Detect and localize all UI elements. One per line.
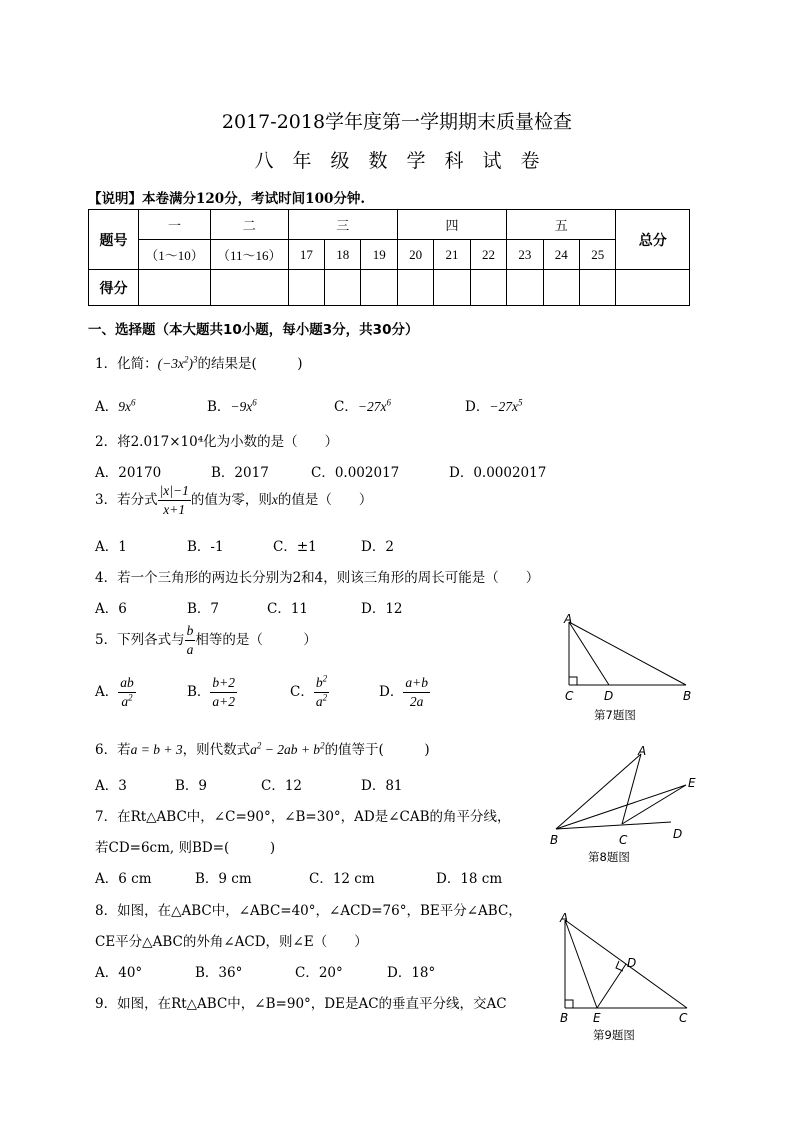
score-cell[interactable]	[288, 270, 324, 306]
q5-option-b[interactable]: B． $\frac{b+2}{a+2}$	[187, 675, 236, 709]
q3-stem: 3．若分式 $\frac{|x|-1}{x+1}$ 的值为零，则x的值是（ ）	[95, 483, 373, 517]
row-label-score: 得分	[89, 270, 139, 306]
sub-25: 25	[580, 240, 616, 270]
fig7-label-c: C	[565, 689, 574, 703]
fig7-caption: 第7题图	[594, 708, 636, 722]
score-table	[88, 209, 690, 306]
group-2: 二	[210, 210, 288, 240]
q2-option-b[interactable]: B．2017	[211, 465, 269, 481]
score-cell[interactable]	[210, 270, 288, 306]
score-cell[interactable]	[616, 270, 690, 306]
exam-note: 【说明】本卷满分120分，考试时间100分钟.	[88, 191, 366, 207]
q5-option-a[interactable]: A． $\frac{ab}{a^2}$	[95, 675, 134, 709]
sub-18: 18	[325, 240, 361, 270]
figure-8	[540, 740, 710, 850]
score-cell[interactable]	[507, 270, 543, 306]
q7-line2: 若CD=6cm, 则BD=( )	[95, 840, 276, 856]
q4-option-a[interactable]: A．6	[95, 601, 127, 617]
section-heading: 一、选择题（本大题共10小题，每小题3分，共30分）	[88, 322, 419, 338]
figure-7	[555, 612, 705, 722]
q7-line1: 7．在Rt△ABC中，∠C=90°，∠B=30°，AD是∠CAB的角平分线，	[95, 809, 511, 825]
fig9-caption: 第9题图	[593, 1028, 635, 1042]
sub-24: 24	[543, 240, 579, 270]
sub-22: 22	[470, 240, 506, 270]
q7-option-b[interactable]: B．9 cm	[195, 871, 252, 887]
q8-option-d[interactable]: D．18°	[387, 965, 436, 981]
fig9-label-b: B	[560, 1011, 569, 1025]
q8-option-b[interactable]: B．36°	[195, 965, 243, 981]
q7-option-a[interactable]: A．6 cm	[95, 871, 152, 887]
fig8-label-b: B	[550, 833, 559, 847]
q1-stem: 1．化简：$(-3x^2)^3$的结果是( )	[95, 354, 303, 372]
q3-option-c[interactable]: C．±1	[273, 539, 317, 555]
sub-19: 19	[361, 240, 397, 270]
fig7-right-angle	[569, 677, 577, 685]
group-5: 五	[507, 210, 616, 240]
q9-line1: 9．如图，在Rt△ABC中，∠B=90°，DE是AC的垂直平分线，交AC	[95, 996, 507, 1012]
q3-option-a[interactable]: A．1	[95, 539, 127, 555]
q8-line2: CE平分△ABC的外角∠ACD，则∠E（ ）	[95, 934, 368, 950]
fig7-segment-ad	[569, 622, 609, 685]
group-1: 一	[139, 210, 211, 240]
score-cell[interactable]	[434, 270, 470, 306]
q6-option-c[interactable]: C．12	[261, 778, 303, 794]
q4-option-c[interactable]: C．11	[267, 601, 309, 617]
fig7-side-ab	[569, 622, 686, 685]
q2-option-d[interactable]: D．0.0002017	[449, 465, 547, 481]
q2-option-a[interactable]: A．20170	[95, 465, 162, 481]
exam-subtitle: 八年级数学科试卷	[254, 150, 559, 172]
fig9-label-e: E	[593, 1011, 601, 1025]
sub-20: 20	[397, 240, 433, 270]
fig9-label-a: A	[560, 911, 569, 925]
fig7-label-b: B	[683, 689, 692, 703]
q4-option-d[interactable]: D．12	[361, 601, 403, 617]
q6-stem: 6．若a = b + 3，则代数式$a^2 - 2ab + b^2$的值等于( )	[95, 740, 430, 758]
sub-2: （11～16）	[210, 240, 288, 270]
score-cell[interactable]	[325, 270, 361, 306]
sub-23: 23	[507, 240, 543, 270]
exam-title: 2017-2018学年度第一学期期末质量检查	[221, 111, 573, 133]
q2-option-c[interactable]: C．0.002017	[311, 465, 400, 481]
q8-line1: 8．如图，在△ABC中，∠ABC=40°，∠ACD=76°，BE平分∠ABC，	[95, 903, 522, 919]
q4-stem: 4．若一个三角形的两边长分别为2和4，则该三角形的周长可能是（ ）	[95, 570, 540, 586]
figure-9	[555, 908, 705, 1026]
q1-option-b[interactable]: B．$-9x^6$	[207, 397, 257, 415]
q8-option-a[interactable]: A．40°	[95, 965, 143, 981]
q4-option-b[interactable]: B．7	[187, 601, 220, 617]
score-cell[interactable]	[139, 270, 211, 306]
group-3: 三	[288, 210, 397, 240]
q2-stem: 2．将2.017×10⁴化为小数的是（ ）	[95, 434, 339, 450]
q5-option-c[interactable]: C． $\frac{b^2}{a^2}$	[290, 673, 328, 709]
q7-option-d[interactable]: D．18 cm	[436, 871, 503, 887]
sub-1: （1～10）	[139, 240, 211, 270]
fig8-side-ba	[556, 754, 641, 829]
fig7-label-a: A	[564, 612, 573, 626]
sub-17: 17	[288, 240, 324, 270]
fig9-segment-ae	[565, 920, 597, 1008]
fig7-label-d: D	[604, 689, 614, 703]
group-4: 四	[397, 210, 506, 240]
q6-option-d[interactable]: D．81	[361, 778, 403, 794]
fig9-label-c: C	[679, 1011, 688, 1025]
score-cell[interactable]	[397, 270, 433, 306]
fig8-label-e: E	[688, 776, 696, 790]
score-cell[interactable]	[580, 270, 616, 306]
q1-option-a[interactable]: A．$9x^6$	[95, 397, 136, 415]
q6-option-b[interactable]: B．9	[175, 778, 208, 794]
q8-option-c[interactable]: C．20°	[295, 965, 343, 981]
fig8-label-d: D	[673, 827, 683, 841]
q1-stem-a: 1．化简：	[95, 356, 158, 372]
fig9-right-angle-b	[565, 1000, 573, 1008]
q7-option-c[interactable]: C．12 cm	[309, 871, 375, 887]
fig8-side-ac	[622, 754, 641, 824]
q1-option-d[interactable]: D．$-27x^5$	[465, 397, 523, 415]
q5-stem: 5．下列各式与 $\frac{b}{a}$ 相等的是（ ）	[95, 623, 317, 657]
fig8-caption: 第8题图	[588, 850, 630, 864]
fig8-label-a: A	[638, 744, 647, 758]
total-label: 总分	[616, 210, 690, 270]
score-cell[interactable]	[470, 270, 506, 306]
fig8-line-ce	[622, 785, 686, 824]
q6-option-a[interactable]: A．3	[95, 778, 127, 794]
score-cell[interactable]	[543, 270, 579, 306]
q1-stem-b: 的结果是( )	[197, 356, 303, 372]
fig9-label-d: D	[627, 956, 637, 970]
q3-option-d[interactable]: D．2	[361, 539, 394, 555]
q5-option-d[interactable]: D． $\frac{a+b}{2a}$	[379, 675, 428, 709]
q3-option-b[interactable]: B．-1	[187, 539, 224, 555]
q1-option-c[interactable]: C．$-27x^6$	[334, 397, 391, 415]
score-cell[interactable]	[361, 270, 397, 306]
row-label-number: 题号	[89, 210, 139, 270]
fig8-label-c: C	[619, 833, 628, 847]
sub-21: 21	[434, 240, 470, 270]
